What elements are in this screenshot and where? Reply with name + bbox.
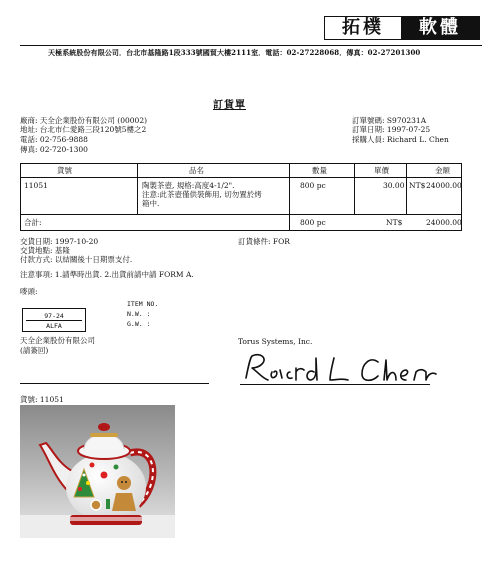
payment-method: 以結關後十日期票支付. bbox=[54, 255, 133, 264]
product-photo bbox=[20, 405, 175, 538]
vendor-fax-label: 傳真: bbox=[20, 145, 38, 154]
image-caption: 貨號: 11051 bbox=[20, 395, 64, 404]
gross-weight-label: G.W. : bbox=[127, 320, 151, 328]
row-amount: 24000.00 bbox=[426, 181, 462, 190]
row-unit-price: 30.00 bbox=[383, 181, 405, 190]
vendor-phone-label: 電話: bbox=[20, 135, 38, 144]
signature-text: Richard L. Chen bbox=[238, 387, 247, 388]
vendor-name-row bbox=[20, 116, 147, 125]
vendor-name-label: 廠商: bbox=[20, 116, 38, 125]
total-label: 合計: bbox=[24, 218, 42, 227]
order-buyer-row bbox=[352, 135, 449, 144]
handwritten-signature bbox=[238, 350, 438, 388]
shipping-mark-line-1: 97-24 bbox=[44, 312, 64, 320]
order-date: 1997-07-25 bbox=[386, 125, 431, 134]
company-logo bbox=[324, 16, 480, 40]
terms-value: FOR bbox=[272, 237, 290, 246]
row-description-line-3: 箱中. bbox=[142, 199, 160, 208]
row-description-line-2: 注意:此茶壺僅供裝飾用, 切勿置於烤 bbox=[142, 190, 262, 199]
delivery-place: 基隆 bbox=[54, 246, 70, 255]
payment-label: 付款方式: bbox=[20, 255, 53, 264]
notes-row bbox=[20, 270, 194, 279]
buyer-signature-note: (請簽回) bbox=[20, 346, 49, 355]
row-description-line-1: 陶製茶壺, 規格:高度4-1/2". bbox=[142, 181, 235, 190]
order-buyer-label: 採購人員: bbox=[352, 135, 385, 144]
row-currency: NT$ bbox=[409, 181, 426, 190]
header-item-no: 貨號 bbox=[57, 166, 72, 175]
marks-label: 嘜頭: bbox=[20, 287, 38, 296]
header-amount: 金額 bbox=[435, 166, 450, 175]
order-date-row bbox=[352, 125, 430, 134]
vendor-address-label: 地址: bbox=[20, 125, 38, 134]
terms-label: 訂貨條件: bbox=[238, 237, 271, 246]
header-quantity: 數量 bbox=[312, 166, 327, 175]
order-number-label: 訂單號碼: bbox=[352, 116, 385, 125]
notes-label: 注意事項: bbox=[20, 270, 53, 279]
buyer-signature-line bbox=[20, 383, 209, 384]
vendor-fax-row bbox=[20, 145, 88, 154]
vendor-phone-row bbox=[20, 135, 88, 144]
total-amount: 24000.00 bbox=[426, 218, 462, 227]
shipping-mark-line-2: ALFA bbox=[46, 322, 62, 330]
logo-right-text: 軟體 bbox=[401, 17, 479, 39]
total-currency: NT$ bbox=[386, 218, 403, 227]
notes-text: 1.請準時出貨. 2.出貨前請中請 FORM A. bbox=[54, 270, 194, 279]
order-number: S970231A bbox=[386, 116, 427, 125]
delivery-date-row bbox=[20, 237, 98, 246]
item-no-label: ITEM NO. bbox=[127, 300, 159, 308]
vendor-phone: 02-756-9888 bbox=[39, 135, 88, 144]
buyer-signature-company: 天全企業股份有限公司 bbox=[20, 336, 95, 345]
payment-row bbox=[20, 255, 132, 264]
shipping-mark-divider bbox=[26, 320, 82, 321]
net-weight-label: N.W. : bbox=[127, 310, 151, 318]
company-info-line: 天極系統股份有限公司．台北市基隆路1段333號國貿大樓2111室．電話：02-27228068．傳真：02-27201300 bbox=[48, 48, 421, 57]
delivery-date: 1997-10-20 bbox=[54, 237, 99, 246]
delivery-place-label: 交貨地點: bbox=[20, 246, 53, 255]
logo-left-text: 拓樸 bbox=[325, 17, 401, 39]
row-item-no: 11051 bbox=[24, 181, 48, 190]
seller-signature-company: Torus Systems, Inc. bbox=[238, 337, 313, 346]
row-quantity: 800 pc bbox=[300, 181, 326, 190]
page-title: 訂貨單 bbox=[213, 100, 246, 111]
order-table bbox=[20, 163, 462, 231]
shipping-mark-box bbox=[22, 308, 86, 332]
header-unit-price: 單價 bbox=[374, 166, 389, 175]
order-date-label: 訂單日期: bbox=[352, 125, 385, 134]
header-rule bbox=[20, 45, 482, 46]
vendor-fax: 02-720-1300 bbox=[39, 145, 88, 154]
terms-row bbox=[238, 237, 290, 246]
seller-signature-line bbox=[240, 384, 430, 385]
total-quantity: 800 pc bbox=[300, 218, 326, 227]
header-description: 品名 bbox=[189, 166, 204, 175]
vendor-address: 台北市仁愛路三段120號5樓之2 bbox=[39, 125, 147, 134]
order-number-row bbox=[352, 116, 426, 125]
vendor-name: 天全企業股份有限公司 (00002) bbox=[39, 116, 148, 125]
delivery-place-row bbox=[20, 246, 70, 255]
delivery-date-label: 交貨日期: bbox=[20, 237, 53, 246]
order-buyer: Richard L. Chen bbox=[386, 135, 449, 144]
vendor-address-row bbox=[20, 125, 146, 134]
